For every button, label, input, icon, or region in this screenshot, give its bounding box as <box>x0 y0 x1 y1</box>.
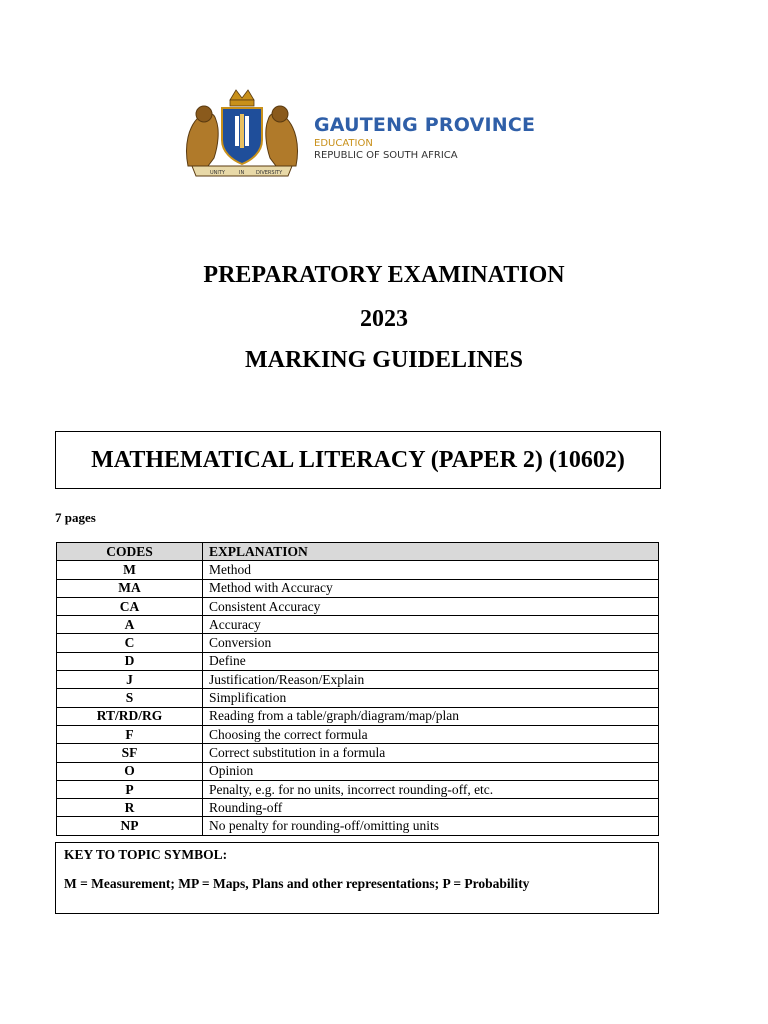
logo-text <box>314 114 535 162</box>
explanation-cell: Choosing the correct formula <box>203 725 659 743</box>
code-cell: R <box>57 799 203 817</box>
explanation-cell: Rounding-off <box>203 799 659 817</box>
explanation-cell: Method with Accuracy <box>203 579 659 597</box>
table-row <box>57 762 659 780</box>
explanation-cell: Method <box>203 561 659 579</box>
explanation-cell: Define <box>203 652 659 670</box>
table-row <box>57 817 659 835</box>
motto-right: DIVERSITY <box>256 170 283 176</box>
code-cell: D <box>57 652 203 670</box>
explanation-cell: Accuracy <box>203 616 659 634</box>
topic-key-box <box>55 842 659 914</box>
codes-table-header <box>57 543 659 561</box>
logo-department: EDUCATION <box>314 138 373 149</box>
code-cell: CA <box>57 597 203 615</box>
codes-table-body <box>57 561 659 835</box>
explanation-cell: Simplification <box>203 689 659 707</box>
motto-left: UNITY <box>210 170 225 176</box>
code-cell: M <box>57 561 203 579</box>
explanation-cell: Consistent Accuracy <box>203 597 659 615</box>
explanation-cell: Reading from a table/graph/diagram/map/plan <box>203 707 659 725</box>
table-row <box>57 725 659 743</box>
exam-year: 2023 <box>360 306 408 332</box>
table-row <box>57 561 659 579</box>
table-row <box>57 707 659 725</box>
explanation-cell: No penalty for rounding-off/omitting units <box>203 817 659 835</box>
explanation-cell: Correct substitution in a formula <box>203 744 659 762</box>
table-row <box>57 616 659 634</box>
explanation-header: EXPLANATION <box>203 543 659 561</box>
logo-province: GAUTENG PROVINCE <box>314 114 536 136</box>
coat-of-arms-icon <box>178 86 306 178</box>
exam-title: PREPARATORY EXAMINATION <box>203 262 565 288</box>
code-cell: A <box>57 616 203 634</box>
code-cell: F <box>57 725 203 743</box>
code-cell: P <box>57 780 203 798</box>
page-count: 7 pages <box>55 510 96 525</box>
code-cell: S <box>57 689 203 707</box>
code-cell: NP <box>57 817 203 835</box>
table-row <box>57 579 659 597</box>
logo-country: REPUBLIC OF SOUTH AFRICA <box>314 150 458 161</box>
table-row <box>57 652 659 670</box>
table-row <box>57 799 659 817</box>
code-cell: SF <box>57 744 203 762</box>
codes-header: CODES <box>57 543 203 561</box>
explanation-cell: Justification/Reason/Explain <box>203 671 659 689</box>
gauteng-logo <box>178 86 548 178</box>
topic-key-text: M = Measurement; MP = Maps, Plans and other representations; P = Probability <box>64 876 530 891</box>
table-row <box>57 689 659 707</box>
code-cell: RT/RD/RG <box>57 707 203 725</box>
code-cell: C <box>57 634 203 652</box>
topic-key-title: KEY TO TOPIC SYMBOL: <box>64 847 228 862</box>
subject-title: MATHEMATICAL LITERACY (PAPER 2) (10602) <box>55 431 661 489</box>
code-cell: O <box>57 762 203 780</box>
table-row <box>57 597 659 615</box>
table-row <box>57 634 659 652</box>
table-row <box>57 671 659 689</box>
code-cell: MA <box>57 579 203 597</box>
explanation-cell: Conversion <box>203 634 659 652</box>
motto-mid: IN <box>239 170 245 176</box>
explanation-cell: Penalty, e.g. for no units, incorrect rounding-off, etc. <box>203 780 659 798</box>
table-row <box>57 780 659 798</box>
document-type: MARKING GUIDELINES <box>244 347 524 373</box>
explanation-cell: Opinion <box>203 762 659 780</box>
code-cell: J <box>57 671 203 689</box>
table-row <box>57 744 659 762</box>
codes-table <box>56 542 659 836</box>
